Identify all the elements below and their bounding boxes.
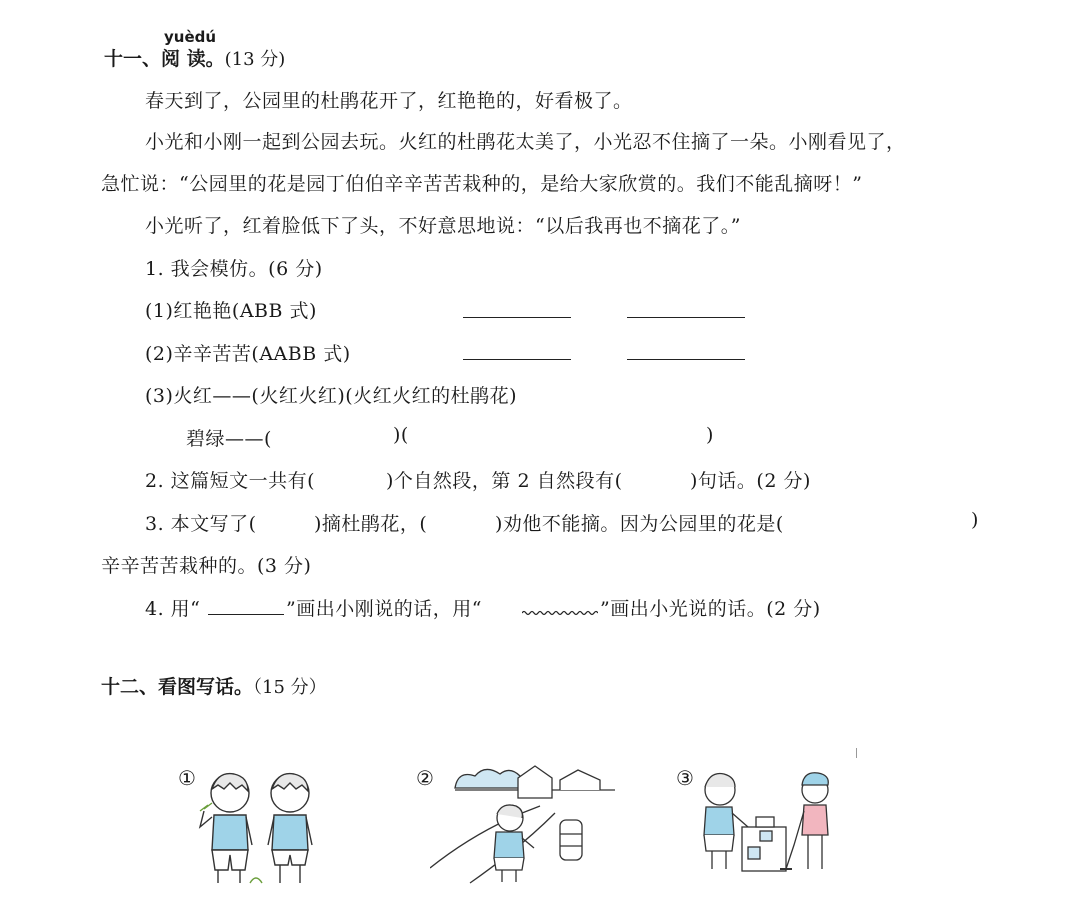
q3-part-a: 3. 本文写了( — [145, 513, 257, 535]
q1-item3-fill-c: ) — [706, 424, 714, 446]
picture-1-two-boys — [190, 765, 330, 890]
stray-mark — [856, 748, 859, 758]
section-12-title — [101, 672, 327, 699]
q1-item1-blank-2[interactable] — [627, 317, 745, 318]
q4-straight-line-sample — [208, 614, 284, 615]
section-11-suffix: 。 — [205, 48, 225, 70]
q1-item3-fill-a: 碧绿——( — [186, 428, 272, 450]
q2-part-a: 2. 这篇短文一共有( — [145, 470, 316, 492]
picture-3-label: ③ — [676, 766, 694, 790]
q4-part-a: 4. 用“ — [145, 598, 201, 620]
passage-para-3: 小光听了，红着脸低下了头，不好意思地说：“以后我再也不摘花了。” — [145, 215, 741, 237]
picture-2-park-scene — [430, 758, 620, 886]
picture-2-label: ② — [416, 766, 434, 790]
section-11-title — [104, 44, 285, 71]
picture-3-cleanup-scene — [690, 765, 850, 885]
section-11-word: 阅 读 — [161, 48, 206, 70]
section-11-score: (13 分) — [224, 49, 286, 70]
q4-part-c: ”画出小光说的话。(2 分) — [600, 598, 821, 620]
section-12-score: （15 分） — [253, 677, 327, 698]
q3-part-b: )摘杜鹃花，( — [314, 513, 428, 535]
q1-item3-fill-b: )( — [393, 424, 409, 446]
picture-1-label: ① — [178, 766, 196, 790]
section-11-prefix: 十一、 — [104, 48, 162, 70]
q4-wavy-line-sample — [522, 608, 598, 618]
q1-item2-blank-1[interactable] — [463, 359, 571, 360]
q1-item3: (3)火红——(火红火红)(火红火红的杜鹃花) — [145, 385, 518, 407]
q1-item2-blank-2[interactable] — [627, 359, 745, 360]
passage-para-1: 春天到了，公园里的杜鹃花开了，红艳艳的，好看极了。 — [145, 90, 633, 112]
q2-part-c: )句话。(2 分) — [690, 470, 811, 492]
q1-item1: (1)红艳艳(ABB 式) — [145, 300, 317, 322]
q1-item1-blank-1[interactable] — [463, 317, 571, 318]
q2-part-b: )个自然段，第 2 自然段有( — [386, 470, 623, 492]
q1-title: 1. 我会模仿。(6 分) — [145, 258, 323, 280]
q1-item2: (2)辛辛苦苦(AABB 式) — [145, 343, 351, 365]
q3-line2: 辛辛苦苦栽种的。(3 分) — [101, 555, 312, 577]
q4-part-b: ”画出小刚说的话，用“ — [286, 598, 482, 620]
passage-para-2-cont: 急忙说：“公园里的花是园丁伯伯辛辛苦苦栽种的，是给大家欣赏的。我们不能乱摘呀！” — [101, 173, 863, 195]
section-12-label: 十二、看图写话。 — [101, 676, 254, 698]
q3-part-d: ) — [971, 509, 979, 531]
pinyin-annotation: yuèdú — [164, 28, 217, 46]
passage-para-2: 小光和小刚一起到公园去玩。火红的杜鹃花太美了，小光忍不住摘了一朵。小刚看见了， — [145, 131, 906, 153]
q3-part-c: )劝他不能摘。因为公园里的花是( — [495, 513, 784, 535]
